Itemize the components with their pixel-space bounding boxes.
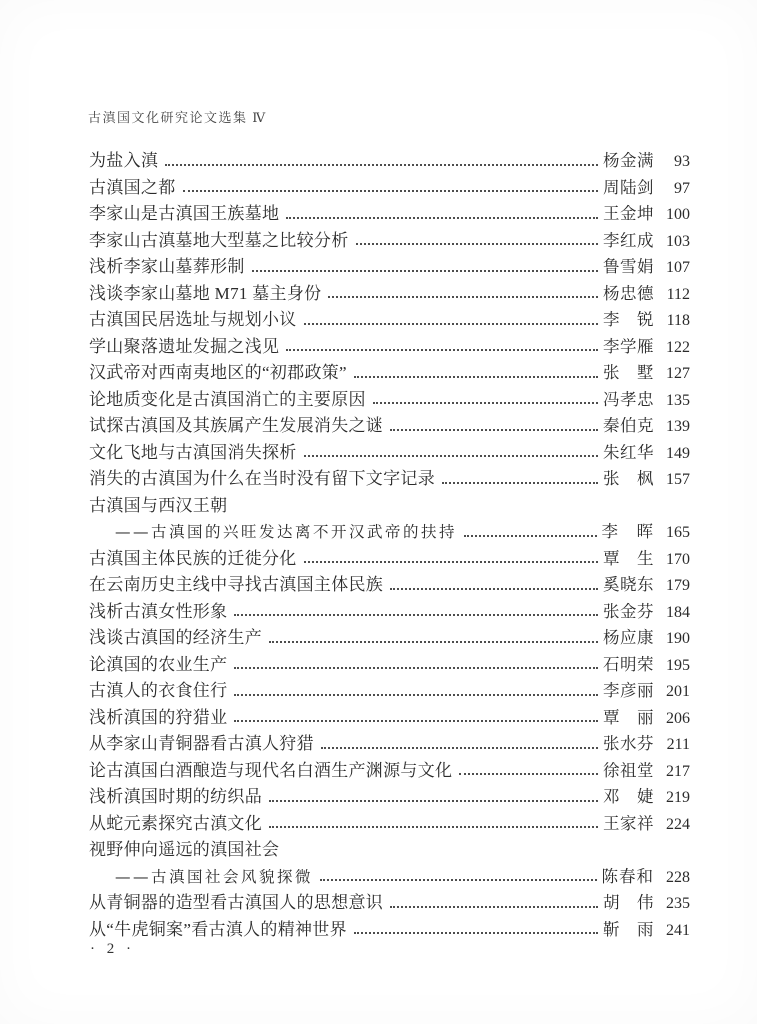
entry-author: 李红成	[603, 230, 654, 250]
entry-author: 王金坤	[603, 204, 654, 223]
entry-author: 邓 婕	[603, 787, 654, 806]
entry-author: 李 晖	[601, 522, 654, 541]
entry-title: 视野伸向遥远的滇国社会	[89, 840, 280, 859]
entry-page: 122	[666, 338, 690, 356]
entry-title: 消失的古滇国为什么在当时没有留下文字记录	[89, 469, 435, 488]
entry-page: 165	[666, 524, 690, 541]
entry-title: 为盐入滇	[89, 151, 159, 170]
dot-leader	[234, 667, 598, 669]
entry-page: 184	[666, 603, 690, 621]
entry-author: 李彦丽	[603, 681, 654, 700]
entry-title: 古滇国主体民族的迁徙分化	[89, 548, 297, 568]
entry-page: 135	[666, 391, 690, 409]
entry-title: 李家山古滇墓地大型墓之比较分析	[89, 230, 349, 250]
toc-row	[89, 784, 690, 811]
entry-author: 杨应康	[603, 628, 654, 647]
toc-row	[89, 281, 690, 308]
toc-row	[89, 334, 690, 361]
dot-leader	[269, 800, 598, 802]
dot-leader	[354, 376, 598, 378]
entry-title: ——古滇国社会风貌探微	[115, 867, 314, 886]
toc-row	[89, 148, 690, 175]
toc-row	[89, 254, 690, 281]
entry-page: 103	[666, 232, 690, 250]
entry-author: 奚晓东	[603, 575, 654, 594]
dot-leader	[373, 402, 598, 404]
entry-page: 211	[666, 736, 690, 753]
dot-leader	[269, 826, 598, 828]
toc-row	[89, 837, 690, 864]
dot-leader	[390, 588, 598, 590]
entry-title: 论滇国的农业生产	[89, 654, 228, 674]
dot-leader	[321, 747, 598, 749]
running-header-title: 古滇国文化研究论文选集 Ⅳ	[88, 110, 267, 125]
dot-leader	[183, 190, 599, 192]
entry-author: 石明荣	[603, 654, 654, 674]
entry-page: 195	[666, 656, 690, 674]
entry-title: 论古滇国白酒酿造与现代名白酒生产渊源与文化	[89, 760, 453, 780]
dot-leader	[269, 641, 598, 643]
dot-leader	[442, 482, 598, 484]
dot-leader	[390, 429, 598, 431]
entry-page: 241	[666, 921, 690, 939]
entry-page: 219	[666, 789, 690, 806]
dot-leader	[304, 323, 598, 325]
entry-author: 靳 雨	[603, 919, 654, 939]
dot-leader	[328, 296, 598, 298]
entry-title: 李家山是古滇国王族墓地	[89, 204, 280, 223]
toc-row	[89, 731, 690, 758]
toc-row	[89, 678, 690, 705]
entry-title: 在云南历史主线中寻找古滇国主体民族	[89, 575, 384, 594]
entry-author: 秦伯克	[603, 416, 654, 435]
toc-row	[89, 201, 690, 228]
entry-title: 浅谈李家山墓地 M71 墓主身份	[89, 283, 322, 303]
entry-title: 浅析滇国的狩猎业	[89, 707, 228, 727]
dot-leader	[234, 720, 598, 722]
entry-author: 陈春和	[601, 866, 654, 886]
entry-title: 浅谈古滇国的经济生产	[89, 628, 262, 647]
entry-author: 杨金满	[603, 151, 654, 170]
toc-row	[89, 625, 690, 652]
entry-author: 李 锐	[603, 310, 654, 329]
entry-title: 古滇国之都	[89, 177, 176, 197]
entry-page: 190	[666, 630, 690, 647]
entry-author: 王家祥	[603, 813, 654, 833]
entry-author: 李学雁	[603, 336, 654, 356]
entry-page: 224	[666, 815, 690, 833]
entry-page: 235	[666, 895, 690, 912]
toc-row	[89, 652, 690, 679]
dot-leader	[234, 694, 598, 696]
entry-page: 157	[666, 471, 690, 488]
entry-author: 鲁雪娟	[603, 257, 654, 276]
entry-page: 93	[674, 153, 690, 170]
entry-title: 试探古滇国及其族属产生发展消失之谜	[89, 416, 384, 435]
toc-row	[89, 758, 690, 785]
entry-title: 从青铜器的造型看古滇国人的思想意识	[89, 893, 384, 912]
entry-title: 从李家山青铜器看古滇人狩猎	[89, 734, 314, 753]
entry-author: 张 枫	[603, 469, 654, 488]
dot-leader	[464, 535, 596, 537]
entry-author: 胡 伟	[603, 893, 654, 912]
entry-title: 从“牛虎铜案”看古滇人的精神世界	[89, 919, 347, 939]
dot-leader	[356, 243, 599, 245]
entry-page: 97	[674, 179, 690, 197]
toc-row	[89, 440, 690, 467]
entry-title: 文化飞地与古滇国消失探析	[89, 442, 297, 462]
toc-row	[89, 811, 690, 838]
entry-author: 张金芬	[603, 601, 654, 621]
entry-author: 张 墅	[603, 363, 654, 382]
entry-title: 浅析李家山墓葬形制	[89, 257, 245, 276]
entry-title: 浅析滇国时期的纺织品	[89, 787, 262, 806]
entry-title: 古滇人的衣食住行	[89, 681, 228, 700]
entry-page: 118	[666, 312, 690, 329]
toc-row	[89, 917, 690, 944]
dot-leader	[286, 217, 598, 219]
dot-leader	[304, 561, 598, 563]
entry-page: 127	[666, 365, 690, 382]
toc-row	[89, 599, 690, 626]
dot-leader	[165, 164, 598, 166]
toc-row	[89, 519, 690, 546]
footer-page-number: · 2 ·	[90, 941, 135, 957]
toc-row	[89, 705, 690, 732]
entry-page: 100	[666, 206, 690, 223]
entry-page: 201	[666, 683, 690, 700]
entry-page: 112	[666, 285, 690, 303]
dot-leader	[286, 349, 598, 351]
dot-leader	[459, 773, 598, 775]
entry-author: 周陆剑	[603, 177, 654, 197]
entry-page: 170	[666, 550, 690, 568]
dot-leader	[320, 879, 596, 881]
entry-title: 从蛇元素探究古滇文化	[89, 813, 262, 833]
entry-page: 179	[666, 577, 690, 594]
entry-title: 论地质变化是古滇国消亡的主要原因	[89, 389, 366, 409]
entry-author: 冯孝忠	[603, 389, 654, 409]
toc-list	[89, 148, 690, 943]
dot-leader	[304, 455, 598, 457]
toc-row	[89, 546, 690, 573]
entry-title: 汉武帝对西南夷地区的“初郡政策”	[89, 363, 347, 382]
toc-row	[89, 493, 690, 520]
entry-author: 朱红华	[603, 442, 654, 462]
entry-title: ——古滇国的兴旺发达离不开汉武帝的扶持	[115, 523, 458, 541]
entry-title: 学山聚落遗址发掘之浅见	[89, 336, 280, 356]
dot-leader	[390, 906, 598, 908]
entry-page: 228	[666, 868, 690, 886]
entry-page: 149	[666, 444, 690, 462]
toc-row	[89, 360, 690, 387]
dot-leader	[354, 932, 598, 934]
entry-author: 张水芬	[603, 734, 654, 753]
toc-row	[89, 466, 690, 493]
entry-title: 古滇国与西汉王朝	[89, 495, 228, 515]
toc-row	[89, 864, 690, 891]
toc-row	[89, 228, 690, 255]
entry-title: 古滇国民居选址与规划小议	[89, 310, 297, 329]
entry-author: 徐祖堂	[603, 760, 654, 780]
entry-author: 覃 生	[603, 548, 654, 568]
toc-row	[89, 572, 690, 599]
entry-title: 浅析古滇女性形象	[89, 601, 228, 621]
toc-row	[89, 890, 690, 917]
toc-row	[89, 175, 690, 202]
toc-row	[89, 387, 690, 414]
entry-author: 杨忠德	[603, 283, 654, 303]
toc-row	[89, 413, 690, 440]
dot-leader	[252, 270, 598, 272]
entry-page: 217	[666, 762, 690, 780]
toc-row	[89, 307, 690, 334]
entry-page: 139	[666, 418, 690, 435]
entry-author: 覃 丽	[603, 707, 654, 727]
dot-leader	[234, 614, 598, 616]
entry-page: 107	[666, 259, 690, 276]
entry-page: 206	[666, 709, 690, 727]
